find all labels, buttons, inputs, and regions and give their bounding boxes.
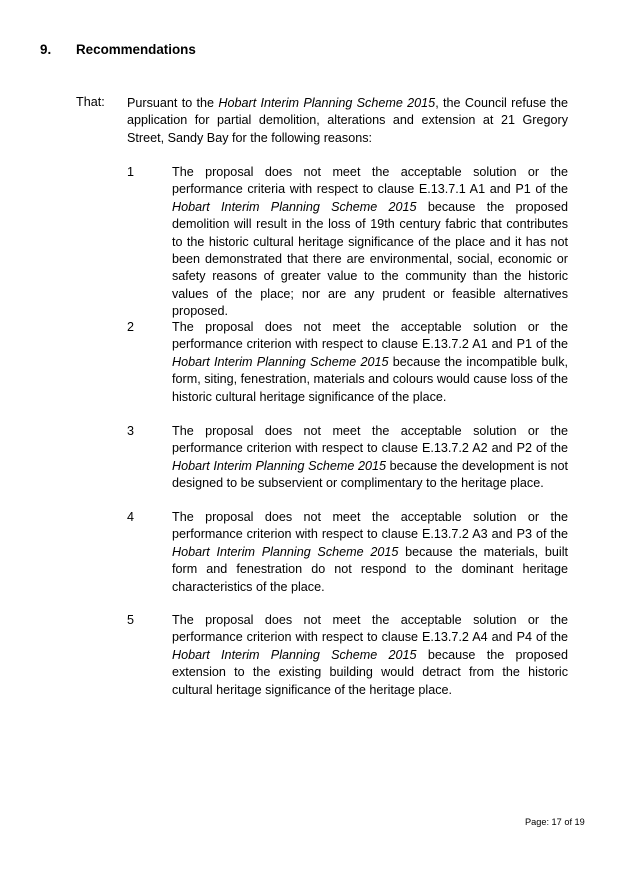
reason-text-post: because the proposed extension to the existing building would detract from the historic cultural heritage significance of the heritage place.: [172, 647, 568, 697]
reason-text-post: because the incompatible bulk, form, siting, fenestration, materials and colours would cause loss of the historic cultural heritage significance of the place.: [172, 354, 568, 404]
reason-item: [127, 319, 568, 406]
reason-text-pre: The proposal does not meet the acceptable solution or the performance criterion with respect to clause E.13.7.2 A4 and P4 of the: [172, 613, 568, 645]
reason-item: [127, 612, 568, 699]
reason-text-post: because the development is not designed to be subservient or complimentary to the heritage place.: [172, 458, 568, 491]
reason-number: 5: [127, 613, 135, 627]
reason-item: [127, 164, 568, 321]
intro-text-pre: Pursuant to the: [127, 96, 219, 110]
reason-text: [172, 423, 568, 493]
reason-number: 3: [127, 424, 135, 438]
section-title: Recommendations: [76, 42, 196, 57]
reason-text-pre: The proposal does not meet the acceptable solution or the performance criteria with respect to clause E.13.7.1 A1 and P1 of the: [172, 165, 568, 197]
reason-scheme-name: Hobart Interim Planning Scheme 2015: [172, 354, 389, 369]
page-number-footer: Page: 17 of 19: [525, 817, 585, 827]
intro-text-post: , the Council refuse the application for partial demolition, alterations and extension at 21 Gregory Street, Sandy Bay for the following reasons:: [127, 96, 568, 145]
reason-scheme-name: Hobart Interim Planning Scheme 2015: [172, 544, 399, 559]
intro-paragraph: [127, 95, 568, 147]
reason-text-pre: The proposal does not meet the acceptable solution or the performance criterion with respect to clause E.13.7.2 A1 and P1 of the: [172, 320, 568, 352]
reason-number: 4: [127, 510, 135, 524]
reason-text: [172, 319, 568, 406]
reason-text-post: because the materials, built form and fenestration do not respond to the dominant heritage characteristics of the place.: [172, 544, 568, 594]
reason-item: [127, 509, 568, 596]
reason-text: [172, 612, 568, 699]
reason-text-pre: The proposal does not meet the acceptable solution or the performance criterion with respect to clause E.13.7.2 A2 and P2 of the: [172, 424, 568, 456]
reason-scheme-name: Hobart Interim Planning Scheme 2015: [172, 199, 417, 214]
reason-text: [172, 164, 568, 321]
reason-text-post: because the proposed demolition will result in the loss of 19th century fabric that contributes to the historic cultural heritage significance of the place and it has not been demonstrated that there are environmental, social, economic or safety reasons of greater value to the community than the historic values of the place; nor are any prudent or feasible alternatives proposed.: [172, 199, 568, 319]
reason-number: 1: [127, 165, 135, 179]
intro-scheme-name: Hobart Interim Planning Scheme 2015: [218, 96, 436, 110]
reason-text-pre: The proposal does not meet the acceptable solution or the performance criterion with respect to clause E.13.7.2 A3 and P3 of the: [172, 510, 568, 542]
reason-scheme-name: Hobart Interim Planning Scheme 2015: [172, 458, 387, 473]
intro-label: That:: [76, 95, 105, 109]
reason-text: [172, 509, 568, 596]
reason-item: [127, 423, 568, 493]
reason-number: 2: [127, 320, 135, 334]
section-number: 9.: [40, 42, 52, 57]
reason-scheme-name: Hobart Interim Planning Scheme 2015: [172, 647, 417, 662]
